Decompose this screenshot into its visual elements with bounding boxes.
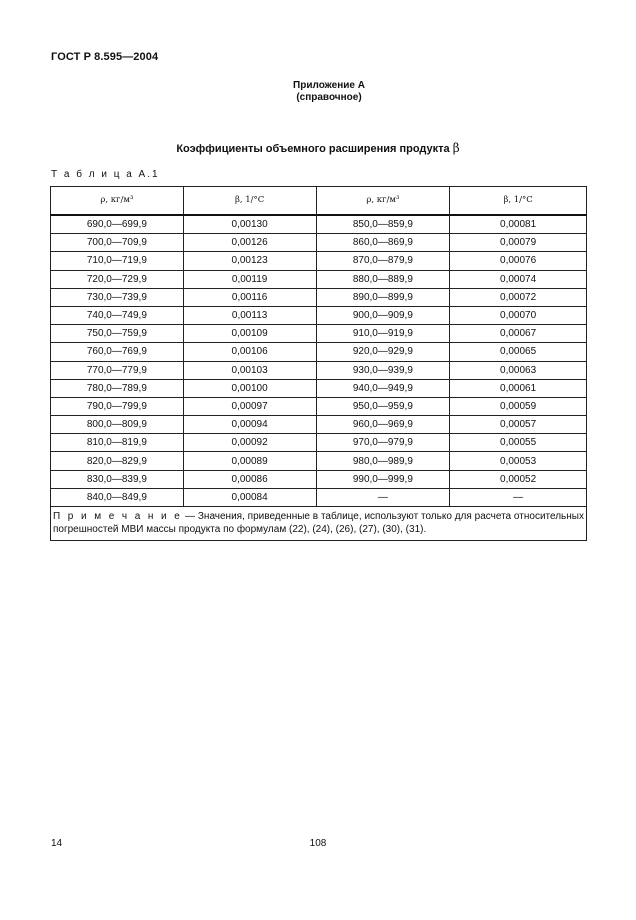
density-range-cell: 770,0—779,9 <box>51 361 184 379</box>
table-row <box>51 470 587 488</box>
page-number-center: 108 <box>309 838 327 849</box>
density-range-cell: — <box>316 488 450 506</box>
table-row <box>51 306 587 324</box>
density-range-cell: 870,0—879,9 <box>316 252 450 270</box>
table-row <box>51 252 587 270</box>
beta-value-cell: 0,00100 <box>183 379 316 397</box>
beta-value-cell: — <box>450 488 587 506</box>
header-beta-2: β, 1/°С <box>450 187 587 216</box>
beta-value-cell: 0,00123 <box>183 252 316 270</box>
note-label: П р и м е ч а н и е <box>53 511 183 522</box>
beta-value-cell: 0,00061 <box>450 379 587 397</box>
appendix-title: Приложение А <box>293 80 365 91</box>
beta-value-cell: 0,00074 <box>450 270 587 288</box>
beta-value-cell: 0,00116 <box>183 288 316 306</box>
table-body <box>51 215 587 541</box>
beta-value-cell: 0,00113 <box>183 306 316 324</box>
density-range-cell: 960,0—969,9 <box>316 416 450 434</box>
table-caption: Т а б л и ц а А.1 <box>51 169 160 180</box>
header-density-2: ρ, кг/м³ <box>316 187 450 216</box>
density-range-cell: 830,0—839,9 <box>51 470 184 488</box>
table-row <box>51 434 587 452</box>
density-range-cell: 740,0—749,9 <box>51 306 184 324</box>
beta-value-cell: 0,00057 <box>450 416 587 434</box>
table-row <box>51 288 587 306</box>
beta-value-cell: 0,00106 <box>183 343 316 361</box>
table-row <box>51 325 587 343</box>
beta-value-cell: 0,00065 <box>450 343 587 361</box>
beta-value-cell: 0,00119 <box>183 270 316 288</box>
density-range-cell: 990,0—999,9 <box>316 470 450 488</box>
beta-value-cell: 0,00052 <box>450 470 587 488</box>
beta-value-cell: 0,00130 <box>183 215 316 234</box>
appendix-subtitle: (справочное) <box>296 92 362 103</box>
table-note-row <box>51 507 587 541</box>
document-code: ГОСТ Р 8.595—2004 <box>51 51 159 63</box>
section-title <box>0 141 636 155</box>
density-range-cell: 700,0—709,9 <box>51 234 184 252</box>
density-range-cell: 930,0—939,9 <box>316 361 450 379</box>
table-row <box>51 215 587 234</box>
beta-value-cell: 0,00084 <box>183 488 316 506</box>
table-row <box>51 488 587 506</box>
density-range-cell: 860,0—869,9 <box>316 234 450 252</box>
table-row <box>51 416 587 434</box>
table-note <box>51 507 587 541</box>
beta-value-cell: 0,00059 <box>450 397 587 415</box>
density-range-cell: 730,0—739,9 <box>51 288 184 306</box>
beta-value-cell: 0,00109 <box>183 325 316 343</box>
header-beta-1: β, 1/°С <box>183 187 316 216</box>
page-number-left: 14 <box>51 838 63 849</box>
beta-value-cell: 0,00076 <box>450 252 587 270</box>
density-range-cell: 780,0—789,9 <box>51 379 184 397</box>
beta-value-cell: 0,00079 <box>450 234 587 252</box>
table-row <box>51 343 587 361</box>
density-range-cell: 820,0—829,9 <box>51 452 184 470</box>
density-range-cell: 880,0—889,9 <box>316 270 450 288</box>
beta-value-cell: 0,00070 <box>450 306 587 324</box>
density-range-cell: 790,0—799,9 <box>51 397 184 415</box>
table-row <box>51 452 587 470</box>
density-range-cell: 750,0—759,9 <box>51 325 184 343</box>
header-density-1: ρ, кг/м³ <box>51 187 184 216</box>
table-row <box>51 234 587 252</box>
beta-value-cell: 0,00086 <box>183 470 316 488</box>
expansion-coefficients-table <box>50 186 587 541</box>
density-range-cell: 940,0—949,9 <box>316 379 450 397</box>
appendix-heading <box>0 80 636 104</box>
note-text: — Значения, приведенные в таблице, используют только для расчета относительных погрешностей МВИ массы продукта по формулам (22), (24), (26), (27), (30), (31). <box>53 511 584 535</box>
density-range-cell: 760,0—769,9 <box>51 343 184 361</box>
beta-value-cell: 0,00063 <box>450 361 587 379</box>
density-range-cell: 850,0—859,9 <box>316 215 450 234</box>
density-range-cell: 810,0—819,9 <box>51 434 184 452</box>
density-range-cell: 920,0—929,9 <box>316 343 450 361</box>
density-range-cell: 980,0—989,9 <box>316 452 450 470</box>
density-range-cell: 690,0—699,9 <box>51 215 184 234</box>
density-range-cell: 890,0—899,9 <box>316 288 450 306</box>
table-row <box>51 397 587 415</box>
section-title-symbol: β <box>452 141 460 155</box>
beta-value-cell: 0,00097 <box>183 397 316 415</box>
density-range-cell: 710,0—719,9 <box>51 252 184 270</box>
density-range-cell: 910,0—919,9 <box>316 325 450 343</box>
table-header-row <box>51 187 587 216</box>
beta-value-cell: 0,00092 <box>183 434 316 452</box>
beta-value-cell: 0,00126 <box>183 234 316 252</box>
table-row <box>51 379 587 397</box>
density-range-cell: 970,0—979,9 <box>316 434 450 452</box>
density-range-cell: 720,0—729,9 <box>51 270 184 288</box>
beta-value-cell: 0,00067 <box>450 325 587 343</box>
table-row <box>51 361 587 379</box>
beta-value-cell: 0,00053 <box>450 452 587 470</box>
table-row <box>51 270 587 288</box>
density-range-cell: 900,0—909,9 <box>316 306 450 324</box>
beta-value-cell: 0,00081 <box>450 215 587 234</box>
density-range-cell: 800,0—809,9 <box>51 416 184 434</box>
beta-value-cell: 0,00089 <box>183 452 316 470</box>
beta-value-cell: 0,00094 <box>183 416 316 434</box>
beta-value-cell: 0,00055 <box>450 434 587 452</box>
density-range-cell: 950,0—959,9 <box>316 397 450 415</box>
section-title-text: Коэффициенты объемного расширения продукта <box>176 143 450 155</box>
density-range-cell: 840,0—849,9 <box>51 488 184 506</box>
beta-value-cell: 0,00072 <box>450 288 587 306</box>
beta-value-cell: 0,00103 <box>183 361 316 379</box>
